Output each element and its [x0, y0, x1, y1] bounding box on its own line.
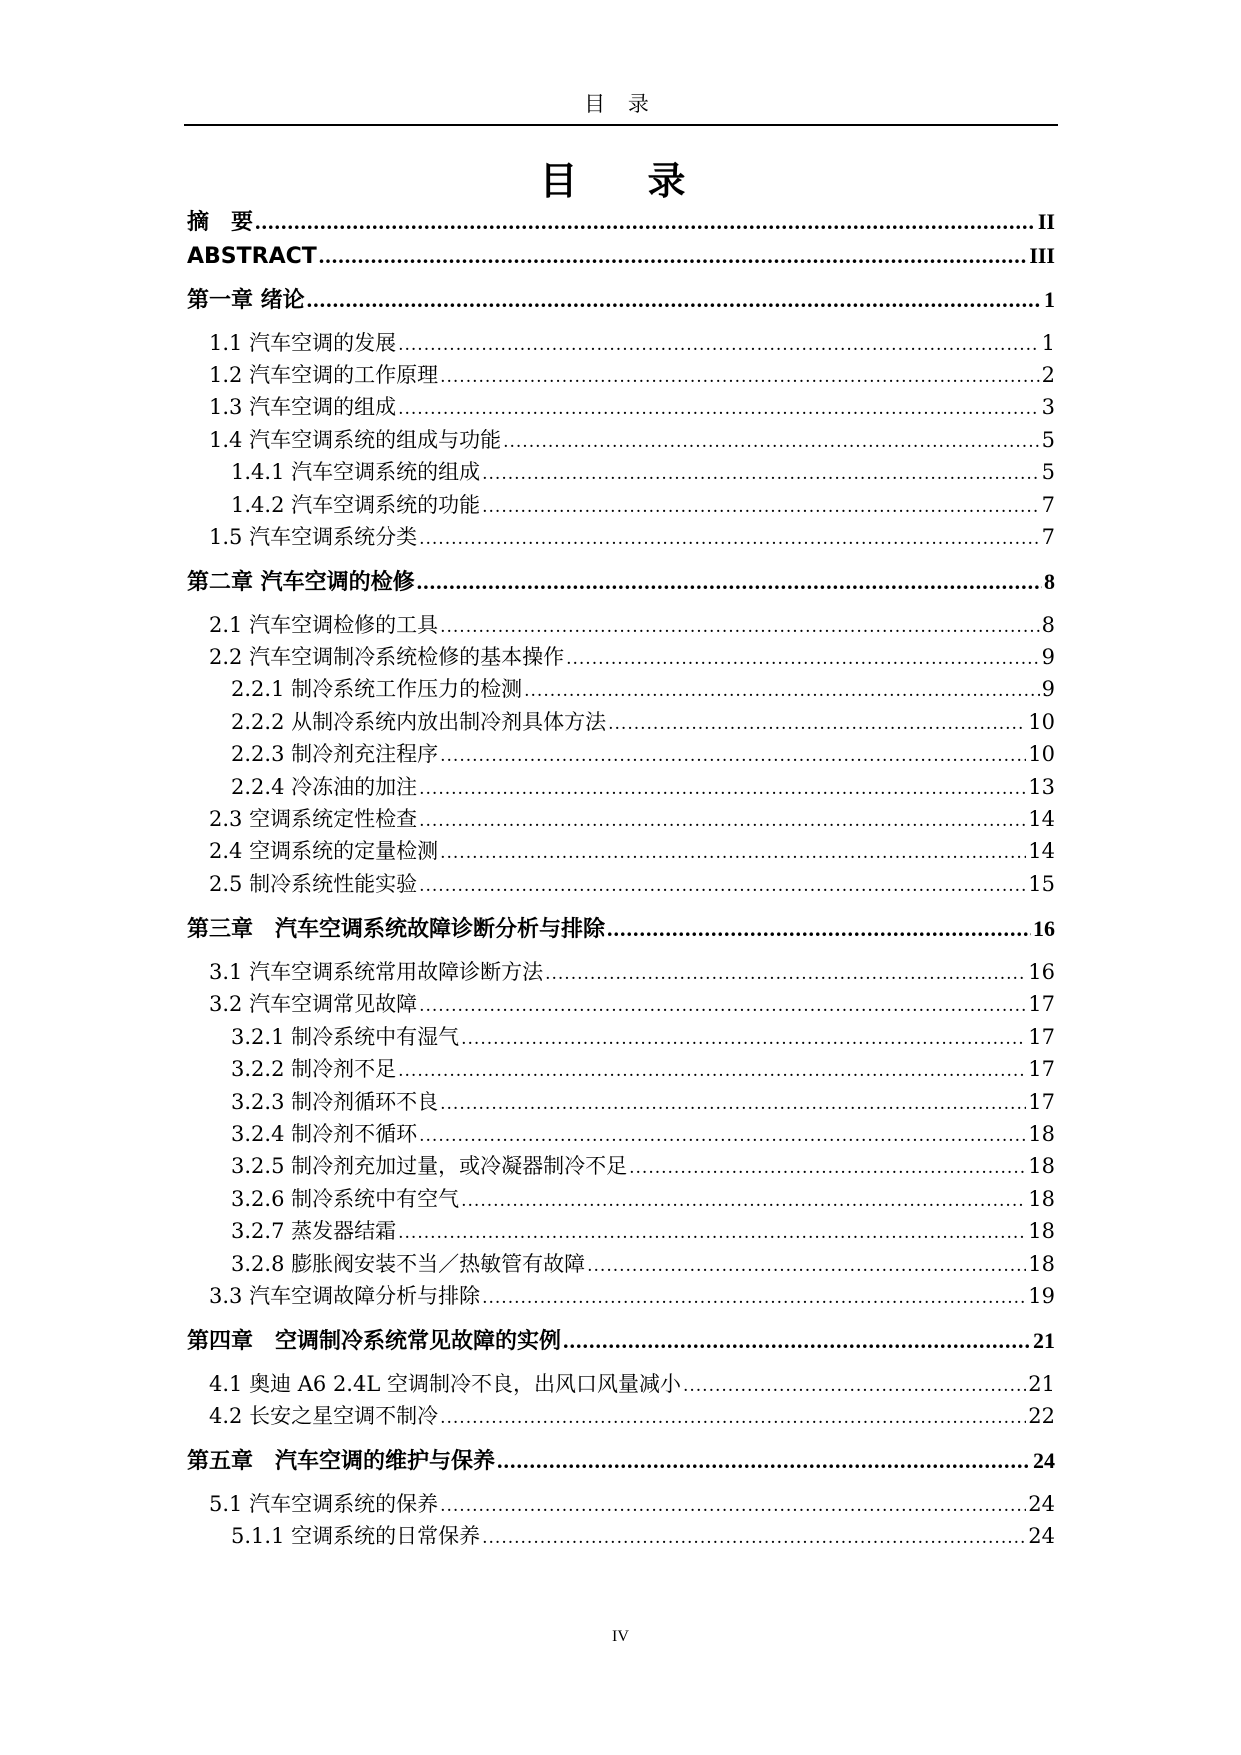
toc-leader-dots: [482, 464, 1040, 484]
toc-entry-page: 2: [1041, 363, 1055, 387]
running-header: 目 录: [584, 92, 657, 116]
toc-leader-dots: [629, 1158, 1026, 1178]
toc-entry[interactable]: [187, 1150, 1055, 1180]
toc-entry-label: 3.2 汽车空调常见故障: [209, 992, 418, 1016]
toc-leader-dots: [482, 1528, 1026, 1548]
toc-entry-label: 4.2 长安之星空调不制冷: [209, 1404, 439, 1428]
toc-entry-label: 2.4 空调系统的定量检测: [209, 839, 439, 863]
toc-entry-page: 15: [1028, 872, 1055, 896]
toc-leader-dots: [419, 779, 1026, 799]
toc-entry[interactable]: [187, 205, 1055, 236]
toc-entry-label: 3.2.5 制冷剂充加过量，或冷凝器制冷不足: [231, 1154, 628, 1178]
toc-entry-label: 第三章 汽车空调系统故障诊断分析与排除: [187, 917, 606, 942]
toc-entry[interactable]: [187, 1215, 1055, 1245]
toc-entry-label: 1.5 汽车空调系统分类: [209, 525, 418, 549]
toc-entry-label: 1.4.2 汽车空调系统的功能: [231, 493, 481, 517]
toc-leader-dots: [440, 1094, 1026, 1114]
toc-leader-dots: [307, 287, 1042, 313]
toc-entry-label: 2.2.2 从制冷系统内放出制冷剂具体方法: [231, 710, 607, 734]
toc-entry-page: 21: [1028, 1372, 1055, 1396]
toc-leader-dots: [683, 1376, 1026, 1396]
toc-entry[interactable]: [187, 706, 1055, 736]
toc-leader-dots: [419, 529, 1040, 549]
toc-entry-page: 18: [1028, 1122, 1055, 1146]
toc-entry[interactable]: [187, 988, 1055, 1018]
toc-entry-page: 18: [1028, 1154, 1055, 1178]
toc-entry[interactable]: [187, 609, 1055, 639]
toc-entry[interactable]: [187, 1444, 1055, 1475]
toc-leader-dots: [503, 432, 1040, 452]
page-title: 目 录: [539, 159, 702, 203]
toc-entry-label: 第二章 汽车空调的检修: [187, 570, 415, 595]
toc-entry-label: 5.1 汽车空调系统的保养: [209, 1492, 439, 1516]
toc-entry-page: 10: [1028, 742, 1055, 766]
toc-entry-label: 第四章 空调制冷系统常见故障的实例: [187, 1329, 562, 1354]
toc-entry-page: 5: [1041, 428, 1055, 452]
toc-entry-page: 8: [1044, 569, 1055, 594]
toc-leader-dots: [440, 1408, 1026, 1428]
toc-leader-dots: [398, 1061, 1026, 1081]
toc-entry[interactable]: [187, 359, 1055, 389]
toc-entry[interactable]: [187, 1118, 1055, 1148]
toc-entry[interactable]: [187, 327, 1055, 357]
toc-entry-page: 17: [1028, 1090, 1055, 1114]
toc-entry-page: 7: [1041, 493, 1055, 517]
toc-leader-dots: [440, 367, 1040, 387]
toc-entry-page: 14: [1028, 807, 1055, 831]
toc-entry[interactable]: [187, 424, 1055, 454]
toc-entry[interactable]: [187, 1520, 1055, 1550]
toc-leader-dots: [524, 681, 1040, 701]
toc-leader-dots: [319, 243, 1028, 269]
toc-leader-dots: [440, 843, 1026, 863]
toc-entry-page: 9: [1041, 677, 1055, 701]
toc-leader-dots: [607, 916, 1031, 942]
toc-leader-dots: [419, 996, 1026, 1016]
toc-entry[interactable]: [187, 1488, 1055, 1518]
toc-leader-dots: [482, 1288, 1026, 1308]
toc-entry-page: 19: [1028, 1284, 1055, 1308]
toc-entry-page: 24: [1028, 1524, 1055, 1548]
toc-leader-dots: [417, 569, 1042, 595]
toc-entry-page: 10: [1028, 710, 1055, 734]
toc-leader-dots: [461, 1191, 1026, 1211]
toc-entry-page: 1: [1044, 287, 1055, 312]
toc-entry[interactable]: [187, 456, 1055, 486]
toc-entry-label: 2.5 制冷系统性能实验: [209, 872, 418, 896]
toc-entry[interactable]: [187, 1183, 1055, 1213]
toc-entry-page: 13: [1028, 775, 1055, 799]
toc-entry[interactable]: [187, 1400, 1055, 1430]
toc-entry-label: 2.2.4 冷冻油的加注: [231, 775, 418, 799]
toc-entry-label: 1.1 汽车空调的发展: [209, 331, 397, 355]
toc-leader-dots: [482, 497, 1040, 517]
toc-leader-dots: [255, 209, 1036, 235]
toc-entry-label: 5.1.1 空调系统的日常保养: [231, 1524, 481, 1548]
toc-leader-dots: [587, 1256, 1026, 1276]
toc-entry-page: 7: [1041, 525, 1055, 549]
toc-entry-label: 1.2 汽车空调的工作原理: [209, 363, 439, 387]
toc-entry-label: 2.3 空调系统定性检查: [209, 807, 418, 831]
toc-entry[interactable]: [187, 956, 1055, 986]
toc-entry-label: 2.2 汽车空调制冷系统检修的基本操作: [209, 645, 565, 669]
toc-entry[interactable]: [187, 1053, 1055, 1083]
toc-entry-label: 3.2.1 制冷系统中有湿气: [231, 1025, 460, 1049]
toc-entry-label: 2.2.1 制冷系统工作压力的检测: [231, 677, 523, 701]
toc-leader-dots: [566, 649, 1040, 669]
toc-entry-label: 3.2.8 膨胀阀安装不当／热敏管有故障: [231, 1252, 586, 1276]
toc-entry-page: 8: [1041, 613, 1055, 637]
toc-entry[interactable]: [187, 565, 1055, 596]
toc-entry-page: 22: [1028, 1404, 1055, 1428]
toc-leader-dots: [419, 876, 1026, 896]
toc-entry[interactable]: [187, 243, 1055, 269]
toc-entry-label: 3.2.2 制冷剂不足: [231, 1057, 397, 1081]
toc-entry[interactable]: [187, 803, 1055, 833]
toc-leader-dots: [419, 811, 1026, 831]
toc-entry[interactable]: [187, 738, 1055, 768]
toc-leader-dots: [608, 714, 1026, 734]
toc-entry[interactable]: [187, 1248, 1055, 1278]
toc-leader-dots: [497, 1448, 1031, 1474]
page-number: IV: [612, 1628, 629, 1645]
toc-leader-dots: [419, 1126, 1026, 1146]
toc-entry-page: 14: [1028, 839, 1055, 863]
toc-entry[interactable]: [187, 868, 1055, 898]
toc-entry-label: 3.2.3 制冷剂循环不良: [231, 1090, 439, 1114]
toc-entry-page: 5: [1041, 460, 1055, 484]
toc-entry-page: 3: [1041, 395, 1055, 419]
toc-leader-dots: [563, 1328, 1031, 1354]
toc-leader-dots: [440, 1496, 1026, 1516]
toc-entry-page: 9: [1041, 645, 1055, 669]
toc-entry-page: 24: [1033, 1448, 1055, 1473]
toc-entry-page: 24: [1028, 1492, 1055, 1516]
toc-leader-dots: [461, 1029, 1026, 1049]
toc-leader-dots: [545, 964, 1026, 984]
toc-entry-label: 3.2.6 制冷系统中有空气: [231, 1187, 460, 1211]
toc-entry-page: 21: [1033, 1328, 1055, 1353]
toc-entry-page: 17: [1028, 1057, 1055, 1081]
toc-entry-label: 第五章 汽车空调的维护与保养: [187, 1449, 496, 1474]
toc-entry[interactable]: [187, 1324, 1055, 1355]
toc-entry[interactable]: [187, 673, 1055, 703]
toc-entry[interactable]: [187, 489, 1055, 519]
toc-entry[interactable]: [187, 1368, 1055, 1398]
toc-entry[interactable]: [187, 641, 1055, 671]
toc-entry-page: 16: [1028, 960, 1055, 984]
toc-entry[interactable]: [187, 1280, 1055, 1310]
toc-entry-page: 17: [1028, 992, 1055, 1016]
toc-entry-label: 3.2.7 蒸发器结霜: [231, 1219, 397, 1243]
toc-entry-label: 摘 要: [187, 210, 254, 235]
toc-leader-dots: [440, 746, 1026, 766]
toc-entry-page: III: [1029, 243, 1055, 268]
toc-entry-label: 第一章 绪论: [187, 288, 305, 313]
toc-entry-label: 1.4.1 汽车空调系统的组成: [231, 460, 481, 484]
toc-entry-label: ABSTRACT: [187, 244, 317, 269]
toc-entry[interactable]: [187, 1086, 1055, 1116]
toc-entry-label: 4.1 奥迪 A6 2.4L 空调制冷不良，出风口风量减小: [209, 1372, 681, 1396]
toc-entry[interactable]: [187, 912, 1055, 943]
toc-entry-page: 1: [1041, 331, 1055, 355]
toc-entry[interactable]: [187, 391, 1055, 421]
toc-entry-label: 3.2.4 制冷剂不循环: [231, 1122, 418, 1146]
toc-entry[interactable]: [187, 521, 1055, 551]
toc-leader-dots: [398, 1223, 1026, 1243]
toc-leader-dots: [398, 399, 1040, 419]
toc-entry-page: 18: [1028, 1252, 1055, 1276]
toc-entry[interactable]: [187, 283, 1055, 314]
toc-entry[interactable]: [187, 1021, 1055, 1051]
header-rule: [184, 124, 1058, 126]
toc-entry-page: II: [1037, 209, 1055, 234]
toc-entry-label: 3.1 汽车空调系统常用故障诊断方法: [209, 960, 544, 984]
toc-entry-page: 17: [1028, 1025, 1055, 1049]
toc-entry[interactable]: [187, 835, 1055, 865]
toc-entry-page: 18: [1028, 1187, 1055, 1211]
toc-entry[interactable]: [187, 771, 1055, 801]
toc-leader-dots: [398, 335, 1040, 355]
toc-entry-label: 1.3 汽车空调的组成: [209, 395, 397, 419]
toc-entry-label: 2.1 汽车空调检修的工具: [209, 613, 439, 637]
toc-leader-dots: [440, 617, 1040, 637]
toc-entry-page: 16: [1033, 916, 1055, 941]
toc-entry-label: 3.3 汽车空调故障分析与排除: [209, 1284, 481, 1308]
toc-entry-page: 18: [1028, 1219, 1055, 1243]
toc-entry-label: 1.4 汽车空调系统的组成与功能: [209, 428, 502, 452]
toc-entry-label: 2.2.3 制冷剂充注程序: [231, 742, 439, 766]
